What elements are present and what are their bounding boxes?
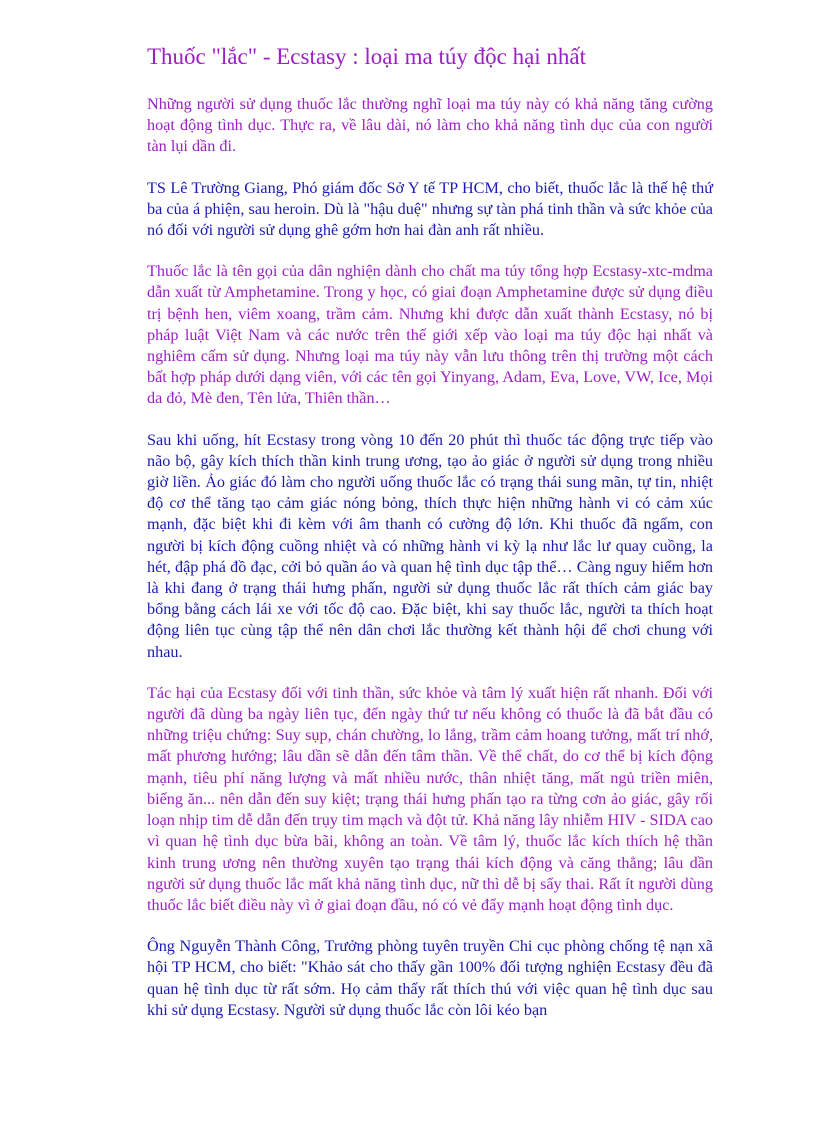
paragraph-5: Tác hại của Ecstasy đối với tinh thần, sức khỏe và tâm lý xuất hiện rất nhanh. Đối với người đã dùng ba ngày liên tục, đến ngày thứ tư nếu không có thuốc là đã bắt đầu có những triệu chứng: Suy sụp, chán chường, lo lắng, trầm cảm hoang tưởng, mất trí nhớ, mất phương hướng; lâu dần sẽ dẫn đến tâm thần. Về thể chất, do cơ thể bị kích động mạnh, tiêu phí năng lượng và mất nhiều nước, thân nhiệt tăng, mất ngủ triền miên, biếng ăn... nên dẫn đến suy kiệt; trạng thái hưng phấn tạo ra từng cơn ảo giác, gây rối loạn nhịp tim dễ dẫn đến trụy tim mạch và đột tử. Khả năng lây nhiễm HIV - SIDA cao vì quan hệ tình dục bừa bãi, không an toàn. Về tâm lý, thuốc lắc kích thích hệ thần kinh trung ương nên thường xuyên tạo trạng thái kích động và căng thẳng; lâu dần người sử dụng thuốc lắc mất khả năng tình dục, nữ thì dễ bị sẩy thai. Rất ít người dùng thuốc lắc biết điều này vì ở giai đoạn đầu, nó có vẻ đẩy mạnh hoạt động tình dục. [147, 683, 713, 914]
document-page [147, 42, 713, 1041]
document-title: Thuốc "lắc" - Ecstasy : loại ma túy độc hại nhất [147, 44, 587, 69]
paragraph-3: Thuốc lắc là tên gọi của dân nghiện dành cho chất ma túy tổng hợp Ecstasy-xtc-mdma dẫn xuất từ Amphetamine. Trong y học, có giai đoạn Amphetamine được sử dụng điều trị bệnh hen, viêm xoang, trầm cảm. Nhưng khi được dẫn xuất thành Ecstasy, nó bị pháp luật Việt Nam và các nước trên thế giới xếp vào loại ma túy độc hại nhất và nghiêm cấm sử dụng. Nhưng loại ma túy này vẫn lưu thông trên thị trường một cách bất hợp pháp dưới dạng viên, với các tên gọi Yinyang, Adam, Eva, Love, VW, Ice, Mọi da đỏ, Mè đen, Tên lửa, Thiên thần… [147, 262, 713, 408]
paragraph-1: Những người sử dụng thuốc lắc thường nghĩ loại ma túy này có khả năng tăng cường hoạt động tình dục. Thực ra, về lâu dài, nó làm cho khả năng tình dục của con người tàn lụi dần đi. [147, 95, 713, 156]
paragraph-2: TS Lê Trường Giang, Phó giám đốc Sở Y tế TP HCM, cho biết, thuốc lắc là thế hệ thứ ba của á phiện, sau heroin. Dù là "hậu duệ" nhưng sự tàn phá tinh thần và sức khỏe của nó đối với người sử dụng ghê gớm hơn hai đàn anh rất nhiều. [147, 178, 713, 240]
paragraph-4: Sau khi uống, hít Ecstasy trong vòng 10 đến 20 phút thì thuốc tác động trực tiếp vào não bộ, gây kích thích thần kinh trung ương, tạo ảo giác ở người sử dụng trong nhiều giờ liền. Ảo giác đó làm cho người uống thuốc lắc có trạng thái sung mãn, tự tin, nhiệt độ cơ thể tăng tạo cảm giác nóng bỏng, thích thực hiện những hành vi có cảm xúc mạnh, đặc biệt khi đi kèm với âm thanh có cường độ lớn. Khi thuốc đã ngấm, con người bị kích động cuồng nhiệt và có những hành vi kỳ lạ như lắc lư quay cuồng, la hét, đập phá đồ đạc, cởi bỏ quần áo và quan hệ tình dục tập thể… Càng nguy hiểm hơn là khi đang ở trạng thái hưng phấn, người sử dụng thuốc lắc rất thích cảm giác bay bổng bằng cách lái xe với tốc độ cao. Đặc biệt, khi say thuốc lắc, người ta thích hoạt động liên tục cùng tập thể nên dân chơi lắc thường kết thành hội để chơi chung với nhau. [147, 430, 713, 661]
paragraph-6: Ông Nguyễn Thành Công, Trưởng phòng tuyên truyền Chi cục phòng chống tệ nạn xã hội TP HCM, cho biết: "Khảo sát cho thấy gần 100% đối tượng nghiện Ecstasy đều đã quan hệ tình dục từ rất sớm. Họ cảm thấy rất thích thú với việc quan hệ tình dục sau khi sử dụng Ecstasy. Người sử dụng thuốc lắc còn lôi kéo bạn [147, 937, 713, 1019]
